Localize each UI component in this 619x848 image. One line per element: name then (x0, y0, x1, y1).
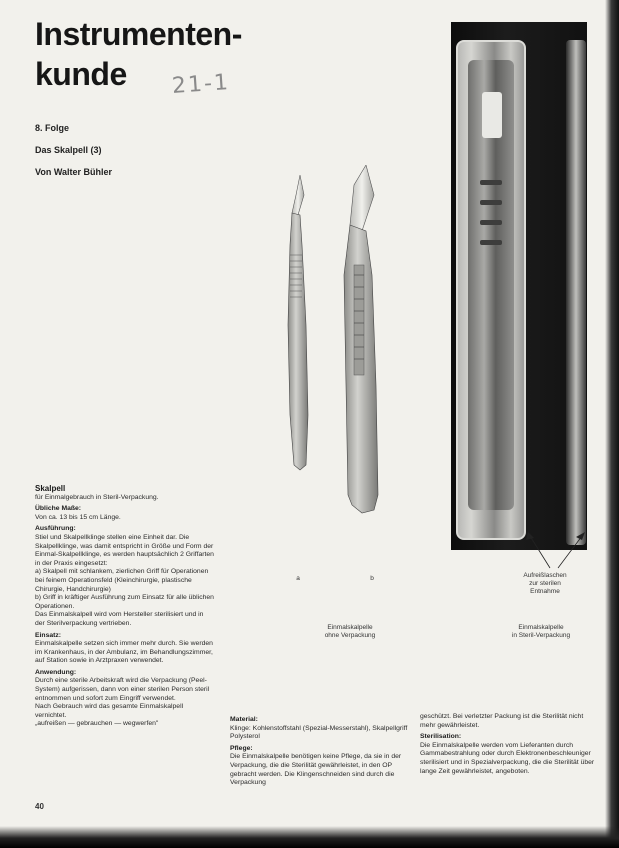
middle-column (230, 713, 410, 788)
sterile-heading: Sterilisation: (420, 733, 462, 741)
material-text: Klinge: Kohlenstoffstahl (Spezial-Messerstahl), Skalpellgriff Polysterol (230, 724, 408, 741)
design-item-a: a) Skalpell mit schlankem, zierlichen Griff für Operationen bei feinem Operationsfeld (Kleinchirurgie, plastische Chirurgie, Handchirurgie) (35, 568, 209, 593)
label-a: a (296, 575, 300, 582)
design-item-b: b) Griff in kräftiger Ausführung zum Einsatz für alle üblichen Operationen. (35, 594, 214, 610)
title-line-1: Instrumenten- (35, 16, 242, 52)
use-heading: Einsatz: (35, 631, 62, 639)
arrow-caption-line: Entnahme (530, 588, 560, 595)
arrow-caption-line: Aufreißlaschen (523, 572, 567, 579)
design-end: Das Einmalskalpell wird vom Hersteller sterilisiert und in der Sterilverpackung vertrieben. (35, 611, 204, 627)
handling-text: Durch eine sterile Arbeitskraft wird die Verpackung (Peel-System) aufgerissen, dann von einer sterilen Person steril entnommen und sofort zum Eingriff verwendet. (35, 677, 210, 702)
arrow-graphic (510, 530, 600, 575)
arrow-caption (505, 572, 585, 596)
scalpel-illustration (278, 165, 398, 585)
intro-text: für Einmalgebrauch in Steril-Verpackung. (35, 493, 159, 501)
author-label: Von Walter Bühler (35, 167, 113, 177)
package-rib (480, 200, 502, 205)
page-number: 40 (35, 802, 44, 811)
scalpel-a (288, 175, 308, 470)
size-text: Von ca. 13 bis 15 cm Länge. (35, 513, 121, 521)
sterile-text: Die Einmalskalpelle werden vom Lieferanten durch Gammabestrahlung oder durch Elektronenbeschleuniger sterilisiert und in Spezialverpackung, die die Sterilität über lange Zeit gewährleistet, angeboten. (420, 741, 595, 775)
caption-right (486, 624, 596, 640)
design-heading: Ausführung: (35, 525, 76, 533)
material-heading: Material: (230, 716, 258, 723)
package-rib (480, 240, 502, 245)
second-package-edge (566, 40, 586, 545)
handling-text-2: Nach Gebrauch wird das gesamte Einmalskalpell vernichtet. (35, 703, 184, 719)
left-column (35, 485, 215, 729)
caption-line: ohne Verpackung (324, 632, 376, 639)
caption-line: Einmalskalpelle (327, 624, 373, 631)
topic-label: Das Skalpell (3) (35, 145, 102, 155)
design-text: Stiel und Skalpellklinge stellen eine Einheit dar. Die Skalpellklinge, was damit entspricht in Größe und Form der Einmal-Skalpellklinge, es werden hauptsächlich 2 Griffarten in der Praxis eingesetzt: (35, 533, 214, 567)
scalpel-b (344, 165, 378, 513)
use-text: Einmalskalpelle setzen sich immer mehr durch. Sie werden im Krankenhaus, in der Ambulanz, im Behandlungszimmer, auf Station sowie in Arztpraxen verwendet. (35, 640, 213, 665)
scan-edge-right (605, 0, 619, 848)
package-rib (480, 180, 502, 185)
care-heading: Pflege: (230, 744, 253, 752)
label-b: b (370, 575, 374, 582)
handwritten-note: 21-1 (171, 70, 231, 99)
caption-left (300, 624, 400, 640)
section-heading: Skalpell (35, 484, 66, 493)
motto-text: „aufreißen — gebrauchen — wegwerfen" (35, 720, 159, 728)
size-heading: Übliche Maße: (35, 505, 82, 513)
caption-line: Einmalskalpelle (518, 624, 564, 631)
title-line-2: kunde (35, 56, 127, 92)
series-label: 8. Folge (35, 123, 70, 133)
right-column (420, 713, 600, 776)
package-window (482, 92, 502, 138)
protect-text: geschützt. Bei verletzter Packung ist die Sterilität nicht mehr gewährleistet. (420, 713, 584, 729)
care-text: Die Einmalskalpelle benötigen keine Pflege, da sie in der Verpackung, die die Sterilität gewährleistet, in den OP gebracht werden. Die Klingenschneiden sind durch die Verpackung (230, 753, 402, 787)
arrow-caption-line: zur sterilen (529, 580, 561, 587)
package-rib (480, 220, 502, 225)
scan-edge-bottom (0, 826, 619, 848)
caption-line: in Steril-Verpackung (511, 632, 571, 639)
handling-heading: Anwendung: (35, 668, 77, 676)
